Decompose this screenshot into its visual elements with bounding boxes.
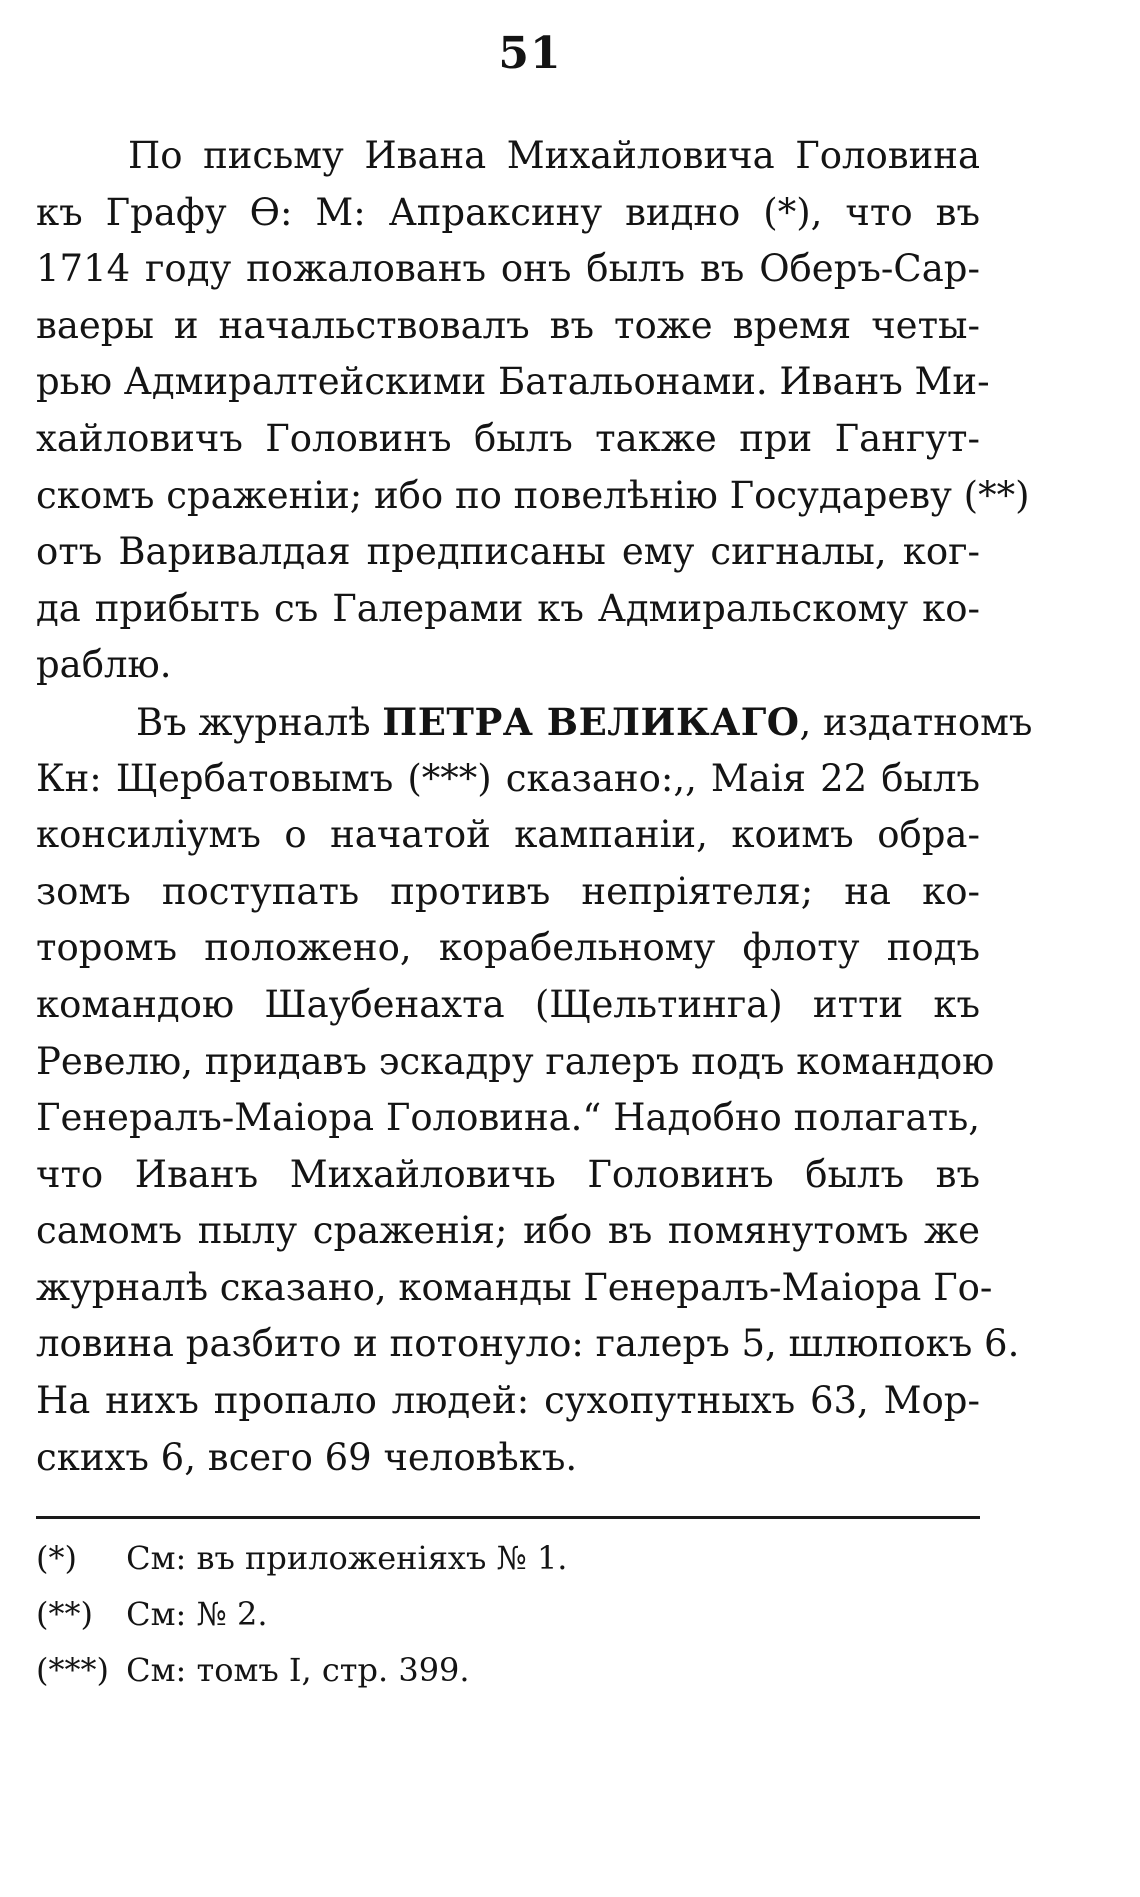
footnote-divider: [36, 1516, 980, 1519]
text-line-with-name: [36, 694, 1033, 751]
text-line: консиліумъ о начатой кампаніи, коимъ обра-: [36, 813, 980, 857]
footnote-mark: (**): [36, 1595, 93, 1633]
text-line: отъ Варивалдая предписаны ему сигналы, ког-: [36, 530, 980, 574]
text-line: ваеры и начальствовалъ въ тоже время четы-: [36, 303, 980, 347]
text-line: журналѣ сказано, команды Генералъ-Маіора Го-: [36, 1265, 993, 1309]
footnote: [36, 1530, 980, 1586]
text-line: скомъ сраженіи; ибо по повелѣнію Государеву (**): [36, 473, 1030, 517]
text-line: Ревелю, придавъ эскадру галеръ подъ командою: [36, 1039, 995, 1083]
text-line: По письму Ивана Михайловича Головина: [128, 134, 980, 177]
text-line: На нихъ пропало людей: сухопутныхъ 63, Мор-: [36, 1379, 980, 1423]
text-line: Кн: Щербатовымъ (***) сказано:,, Маія 22 былъ: [36, 756, 980, 800]
text-fragment: Въ журналѣ: [136, 700, 383, 744]
text-line: да прибыть съ Галерами къ Адмиральскому ко-: [36, 586, 980, 630]
text-line: хайловичъ Головинъ былъ также при Гангут-: [36, 416, 980, 460]
text-line: ловина разбито и потонуло: галеръ 5, шлюпокъ 6.: [36, 1322, 1020, 1366]
text-line: 1714 году пожалованъ онъ былъ въ Оберъ-Сар-: [36, 247, 980, 291]
footnote-text: См: № 2.: [126, 1595, 268, 1633]
footnote-text: См: томъ I, стр. 399.: [126, 1651, 470, 1689]
footnote-mark: (***): [36, 1651, 109, 1689]
text-line: самомъ пылу сраженія; ибо въ помянутомъ же: [36, 1209, 980, 1253]
text-line: къ Графу Ѳ: М: Апраксину видно (*), что въ: [36, 190, 980, 234]
text-line: командою Шаубенахта (Щельтинга) итти къ: [36, 982, 980, 1026]
text-line: что Иванъ Михайловичь Головинъ былъ въ: [36, 1152, 980, 1196]
page-number: 51: [498, 28, 562, 79]
emphasized-name: ПЕТРА ВЕЛИКАГО: [382, 699, 800, 744]
text-line: торомъ положено, корабельному флоту подъ: [36, 926, 980, 970]
body-text: [36, 128, 1033, 1486]
text-line: зомъ поступать противъ непріятеля; на ко-: [36, 869, 980, 913]
text-line: рью Адмиралтейскими Батальонами. Иванъ Ми-: [36, 360, 990, 404]
footnote-text: См: въ приложеніяхъ № 1.: [126, 1539, 568, 1577]
text-fragment: , издатномъ: [799, 700, 1033, 744]
text-line: раблю.: [36, 643, 172, 687]
footnote: [36, 1642, 980, 1698]
footnote-mark: (*): [36, 1539, 77, 1577]
footnote: [36, 1586, 980, 1642]
footnotes: [36, 1530, 980, 1698]
text-line: Генералъ-Маіора Головина.“ Надобно полагать,: [36, 1096, 980, 1140]
text-line: скихъ 6, всего 69 человѣкъ.: [36, 1435, 578, 1479]
